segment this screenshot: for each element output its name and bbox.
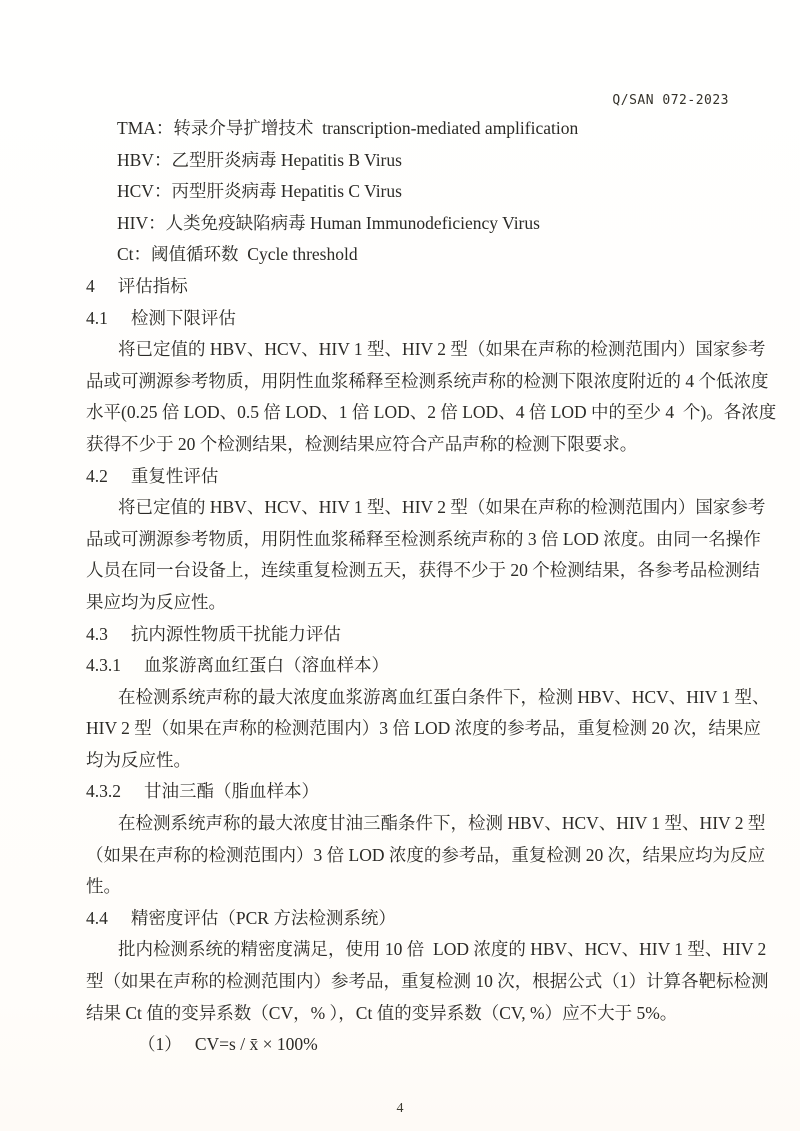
clause-title: 抗内源性物质干扰能力评估 xyxy=(130,623,341,644)
paragraph-line: 获得不少于 20 个检测结果，检测结果应符合产品声称的检测下限要求。 xyxy=(86,433,638,454)
paragraph-line: 均为反应性。 xyxy=(86,749,191,770)
paragraph-line: 人员在同一台设备上，连续重复检测五天，获得不少于 20 个检测结果，各参考品检测结 xyxy=(86,560,760,581)
clause-title: 重复性评估 xyxy=(130,465,219,486)
clause-heading xyxy=(86,650,738,682)
paragraph-line: 型（如果在声称的检测范围内）参考品，重复检测 10 次，根据公式（1）计算各靶标检测 xyxy=(86,971,769,992)
paragraph-line: 水平(0.25 倍 LOD、0.5 倍 LOD、1 倍 LOD、2 倍 LOD、4 倍 LOD 中的至少 4 个)。各浓度 xyxy=(86,402,777,423)
clause-number: 4.3.1 xyxy=(86,655,121,676)
document-body xyxy=(86,113,777,1061)
paragraph-line: 品或可溯源参考物质，用阴性血浆稀释至检测系统声称的检测下限浓度附近的 4 个低浓度 xyxy=(86,370,769,391)
paragraph-line: HIV 2 型（如果在声称的检测范围内）3 倍 LOD 浓度的参考品，重复检测 20 次，结果应 xyxy=(86,718,761,739)
paragraph-first-line: 在检测系统声称的最大浓度甘油三酯条件下，检测 HBV、HCV、HIV 1 型、HIV 2 型 xyxy=(118,813,766,834)
paragraph-first-line: 将已定值的 HBV、HCV、HIV 1 型、HIV 2 型（如果在声称的检测范围内）国家参考 xyxy=(118,497,766,518)
abbreviation-line: HIV：人类免疫缺陷病毒 Human Immunodeficiency Virus xyxy=(117,212,540,233)
clause-title: 检测下限评估 xyxy=(130,307,236,328)
abbreviation-line: TMA：转录介导扩增技术 transcription-mediated amplification xyxy=(117,118,579,138)
paragraph-line: 性。 xyxy=(86,876,121,897)
page-number: 4 xyxy=(396,1101,404,1116)
paragraph-line: 品或可溯源参考物质，用阴性血浆稀释至检测系统声称的 3 倍 LOD 浓度。由同一名操作 xyxy=(86,528,761,549)
clause-number: 4.3 xyxy=(86,623,108,644)
formula-line: （1） CV=s / x̄ × 100% xyxy=(138,1034,318,1055)
paragraph-line: 果应均为反应性。 xyxy=(86,591,226,612)
clause-title: 评估指标 xyxy=(117,275,188,296)
clause-number: 4.1 xyxy=(86,307,108,328)
paragraph-first-line: 批内检测系统的精密度满足，使用 10 倍 LOD 浓度的 HBV、HCV、HIV 1 型、HIV 2 xyxy=(118,939,767,960)
paragraph-first-line: 将已定值的 HBV、HCV、HIV 1 型、HIV 2 型（如果在声称的检测范围内）国家参考 xyxy=(118,339,766,360)
paragraph-first-line: 在检测系统声称的最大浓度血浆游离血红蛋白条件下，检测 HBV、HCV、HIV 1 型、 xyxy=(118,686,770,707)
abbreviation-line: Ct：阈值循环数 Cycle threshold xyxy=(117,244,358,265)
clause-title: 精密度评估（PCR 方法检测系统） xyxy=(130,907,396,928)
clause-number: 4 xyxy=(86,275,95,296)
clause-heading xyxy=(86,619,738,651)
clause-title: 甘油三酯（脂血样本） xyxy=(144,781,319,802)
clause-heading xyxy=(86,303,738,335)
clause-number: 4.2 xyxy=(86,465,108,486)
abbreviation-line: HCV：丙型肝炎病毒 Hepatitis C Virus xyxy=(117,181,402,202)
paragraph-line: （如果在声称的检测范围内）3 倍 LOD 浓度的参考品，重复检测 20 次，结果应均为反应 xyxy=(86,844,766,865)
doc-code: Q/SAN 072-2023 xyxy=(612,93,729,108)
clause-heading xyxy=(86,903,738,935)
abbreviation-line: HBV：乙型肝炎病毒 Hepatitis B Virus xyxy=(117,149,402,170)
clause-number: 4.4 xyxy=(86,907,108,928)
clause-heading xyxy=(86,776,738,808)
clause-heading xyxy=(86,461,738,493)
clause-title: 血浆游离血红蛋白（溶血样本） xyxy=(144,655,389,676)
clause-number: 4.3.2 xyxy=(86,781,121,802)
paragraph-line: 结果 Ct 值的变异系数（CV，% ），Ct 值的变异系数（CV, %）应不大于 5%。 xyxy=(86,1002,678,1023)
clause-heading xyxy=(86,271,738,303)
